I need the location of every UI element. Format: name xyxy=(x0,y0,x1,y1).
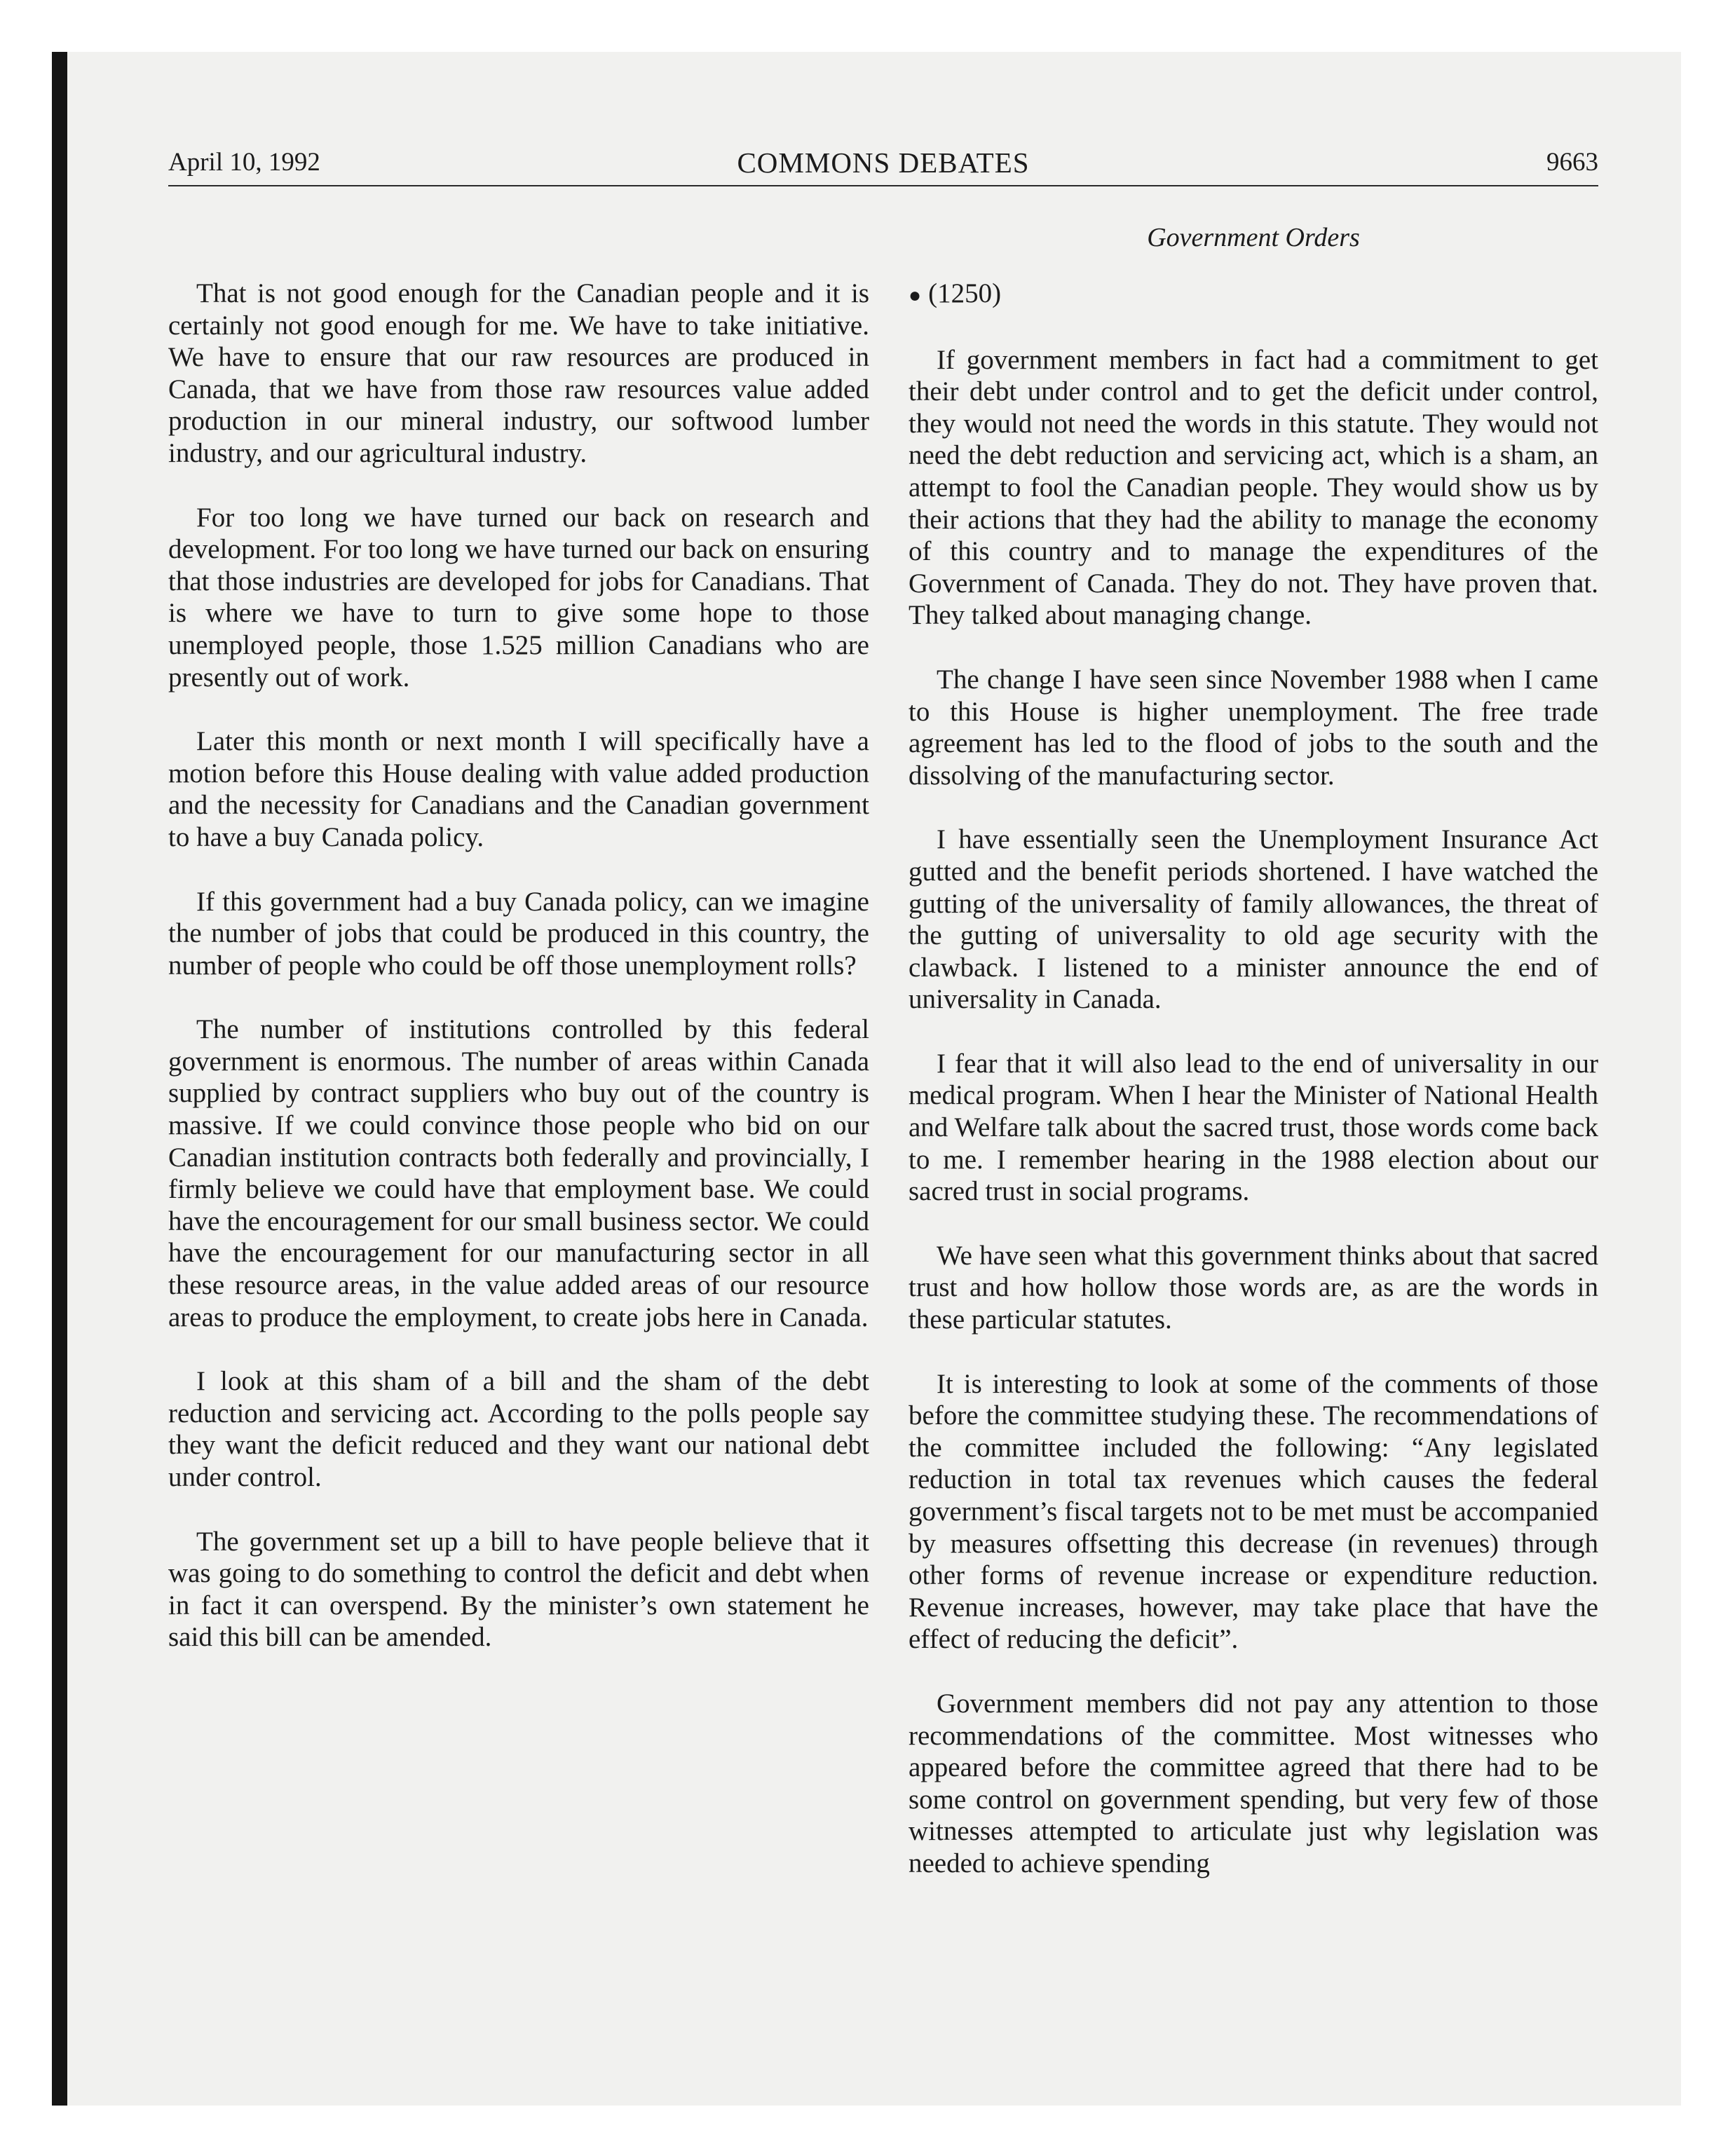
time-marker xyxy=(909,278,1598,312)
paragraph: If government members in fact had a commitment to get their debt under control and to get the deficit under control, they would not need the words in this statute. They would not need the debt reduction and servicing act, which is a sham, an attempt to fool the Canadian people. They would show us by their actions that they had the ability to manage the economy of this country and to manage the expenditures of the Government of Canada. They do not. They have proven that. They talked about managing change. xyxy=(909,344,1598,631)
paragraph: Later this month or next month I will specifically have a motion before this House dealing with value added production and the necessity for Canadians and the Canadian government to have a buy Canada policy. xyxy=(168,726,869,852)
paragraph: The government set up a bill to have people believe that it was going to do something to control the deficit and debt when in fact it can overspend. By the minister’s own statement he said this bill can be amended. xyxy=(168,1526,869,1653)
page-header xyxy=(168,142,1598,184)
paragraph: That is not good enough for the Canadian people and it is certainly not good enough for me. We have to take initiative. We have to ensure that our raw resources are produced in Canada, that we have from those raw resources value added production in our mineral industry, our softwood lumber industry, and our agricultural industry. xyxy=(168,278,869,468)
paragraph: The change I have seen since November 1988 when I came to this House is higher unemployment. The free trade agreement has led to the flood of jobs to the south and the dissolving of the manufacturing sector. xyxy=(909,664,1598,791)
time-marker-text: (1250) xyxy=(928,278,1002,308)
paragraph: I have essentially seen the Unemployment Insurance Act gutted and the benefit periods shortened. I have watched the gutting of the universality of family allowances, the threat of the gutting of universality to old age security with the clawback. I listened to a minister announce the end of universality in Canada. xyxy=(909,824,1598,1015)
section-heading: Government Orders xyxy=(1147,223,1360,252)
header-rule xyxy=(168,185,1598,186)
right-column xyxy=(909,278,1598,1880)
publication-title: COMMONS DEBATES xyxy=(737,146,1030,179)
bullet-icon: ● xyxy=(909,284,922,307)
page-number: 9663 xyxy=(1546,148,1598,177)
paragraph: Government members did not pay any attention to those recommendations of the committee. Most witnesses who appeared before the committee agreed that there had to be some control on government spending, but very few of those witnesses attempted to articulate just why legislation was needed to achieve spending xyxy=(909,1688,1598,1878)
header-date: April 10, 1992 xyxy=(168,148,320,177)
paragraph: If this government had a buy Canada policy, can we imagine the number of jobs that could be produced in this country, the number of people who could be off those unemployment rolls? xyxy=(168,886,869,981)
left-column xyxy=(168,278,869,1653)
paragraph: It is interesting to look at some of the comments of those before the committee studying these. The recommendations of the committee included the following: “Any legislated reduction in total tax revenues which causes the federal government’s fiscal targets not to be met must be accompanied by measures offsetting this decrease (in revenues) through other forms of revenue increase or expenditure reduction. Revenue increases, however, may take place that have the effect of reducing the deficit”. xyxy=(909,1368,1598,1655)
paragraph: The number of institutions controlled by this federal government is enormous. The number of areas within Canada supplied by contract suppliers who buy out of the country is massive. If we could convince those people who bid on our Canadian institution contracts both federally and provincially, I firmly believe we could have that employment base. We could have the encouragement for our small business sector. We could have the encouragement for our manufacturing sector in all these resource areas, in the value added areas of our resource areas to produce the employment, to create jobs here in Canada. xyxy=(168,1014,869,1332)
paragraph: I fear that it will also lead to the end of universality in our medical program. When I hear the Minister of National Health and Welfare talk about the sacred trust, those words come back to me. I remember hearing in the 1988 election about our sacred trust in social programs. xyxy=(909,1048,1598,1207)
paragraph: I look at this sham of a bill and the sham of the debt reduction and servicing act. According to the polls people say they want the deficit reduced and they want our national debt under control. xyxy=(168,1366,869,1492)
scan-binding-edge xyxy=(52,52,67,2106)
paragraph: We have seen what this government thinks about that sacred trust and how hollow those words are, as are the words in these particular statutes. xyxy=(909,1240,1598,1335)
paragraph: For too long we have turned our back on research and development. For too long we have turned our back on ensuring that those industries are developed for jobs for Canadians. That is where we have to turn to give some hope to those unemployed people, those 1.525 million Canadians who are presently out of work. xyxy=(168,502,869,692)
